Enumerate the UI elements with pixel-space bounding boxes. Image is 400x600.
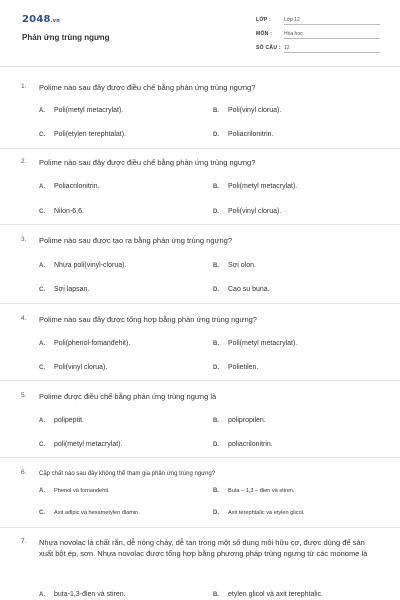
- meta-subject-label: MÔN :: [256, 31, 273, 37]
- option-letter: A.: [39, 184, 45, 190]
- option-letter: D.: [213, 287, 219, 293]
- question-number: 3.: [21, 236, 27, 243]
- site-logo[interactable]: [22, 14, 60, 25]
- question-separator: [0, 457, 400, 458]
- meta-class-value: Lớp 12: [284, 17, 380, 25]
- question-number: 1.: [21, 83, 27, 90]
- option-a[interactable]: [39, 107, 123, 114]
- option-text: Poli(metyl metacrylat).: [54, 107, 124, 114]
- question-text: Cặp chất nào sau đây không thể tham gia phản ứng trùng ngưng?: [39, 471, 216, 477]
- option-text: Poli(metyl metacrylat).: [228, 340, 298, 347]
- option-b[interactable]: [213, 417, 266, 424]
- option-b[interactable]: [213, 591, 323, 598]
- question-separator: [0, 380, 400, 381]
- question-number: 2.: [21, 158, 27, 165]
- meta-class: [256, 17, 300, 23]
- option-text: Poli(vinyl clorua).: [228, 107, 282, 114]
- meta-class-label: LỚP :: [256, 17, 272, 23]
- option-a[interactable]: [39, 183, 100, 190]
- question-separator: [0, 527, 400, 528]
- question-number: 5.: [21, 392, 27, 399]
- question-separator: [0, 303, 400, 304]
- option-a[interactable]: [39, 340, 130, 347]
- question-text: Polime nào sau đây được điều chế bằng phản ứng trùng ngưng?: [39, 158, 256, 167]
- option-b[interactable]: [213, 262, 256, 269]
- option-text: Sợi olon.: [228, 262, 256, 269]
- option-text: poliacrilonitrin.: [228, 441, 273, 448]
- option-text: polipropilen.: [228, 417, 266, 424]
- option-text: poli(metyl metacrylat).: [54, 441, 123, 448]
- option-text: Cao su buna.: [228, 286, 270, 293]
- option-letter: D.: [213, 365, 219, 371]
- option-text: etylen glicol và axit terephtalic.: [228, 591, 323, 598]
- option-text: Buta – 1,3 – đien và stiren.: [228, 488, 295, 494]
- option-b[interactable]: [213, 488, 295, 494]
- logo-main: 2048: [22, 14, 51, 25]
- question-text: Polime nào sau đây được điều chế bằng phản ứng trùng ngưng?: [39, 83, 256, 92]
- option-letter: B.: [213, 341, 219, 347]
- option-text: buta-1,3-đien và stiren.: [54, 591, 126, 598]
- option-letter: B.: [213, 184, 219, 190]
- option-letter: A.: [39, 108, 45, 114]
- option-text: Nilon-6,6.: [54, 208, 84, 215]
- question-number: 6.: [21, 469, 27, 476]
- option-d[interactable]: [213, 510, 305, 516]
- question-separator: [0, 224, 400, 225]
- option-letter: A.: [39, 488, 45, 494]
- option-d[interactable]: [213, 286, 270, 293]
- option-c[interactable]: [39, 510, 140, 516]
- option-text: Axit terephtalic và etylen glicol.: [228, 510, 305, 516]
- option-a[interactable]: [39, 262, 126, 269]
- logo-suffix: .vn: [50, 18, 60, 24]
- option-text: Poli(phenol-fomanđehit).: [54, 340, 131, 347]
- option-c[interactable]: [39, 286, 89, 293]
- question-text: Nhựa novolac là chất rắn, dễ nóng chảy, dễ tan trong một số dung môi hữu cơ, được dùng để sản xuất bột ép, sơn. Nhựa novolac được tổng hợp bằng phương pháp trùng ngưng từ các monome là: [39, 538, 368, 558]
- option-text: Poliacrilonitrin.: [54, 183, 100, 190]
- option-a[interactable]: [39, 417, 84, 424]
- question-text: Polime nào sau được tạo ra bằng phản ứng trùng ngưng?: [39, 236, 233, 245]
- option-letter: D.: [213, 209, 219, 215]
- option-d[interactable]: [213, 131, 274, 138]
- option-text: Axit ađipic và hexametylen điamin.: [54, 510, 140, 516]
- option-letter: D.: [213, 132, 219, 138]
- question-number: 4.: [21, 315, 27, 322]
- option-text: Poli(etylen terephtalat).: [54, 131, 126, 138]
- question-text: Polime nào sau đây được tổng hợp bằng phản ứng trùng ngưng?: [39, 315, 257, 324]
- option-letter: C.: [39, 209, 45, 215]
- option-letter: A.: [39, 341, 45, 347]
- option-text: Poli(metyl metacrylat).: [228, 183, 298, 190]
- option-text: Phenol và fomanđehit.: [54, 488, 110, 494]
- option-letter: A.: [39, 263, 45, 269]
- option-b[interactable]: [213, 183, 297, 190]
- option-text: Poli(vinyl clorua).: [228, 208, 282, 215]
- option-text: Poliacrilonitrin.: [228, 131, 274, 138]
- option-d[interactable]: [213, 208, 281, 215]
- option-text: Nhựa poli(vinyl-clorua).: [54, 262, 127, 269]
- option-letter: C.: [39, 510, 45, 516]
- option-letter: B.: [213, 108, 219, 114]
- option-a[interactable]: [39, 591, 126, 598]
- option-text: Poli(vinyl clorua).: [54, 364, 108, 371]
- option-letter: B.: [213, 488, 219, 494]
- option-d[interactable]: [213, 441, 273, 448]
- option-b[interactable]: [213, 107, 281, 114]
- option-letter: B.: [213, 592, 219, 598]
- option-letter: A.: [39, 592, 45, 598]
- option-c[interactable]: [39, 208, 84, 215]
- topic-title: Phản ứng trùng ngưng: [22, 33, 110, 42]
- meta-count: [256, 45, 290, 51]
- option-text: Polietilen.: [228, 364, 259, 371]
- option-c[interactable]: [39, 441, 122, 448]
- option-letter: B.: [213, 418, 219, 424]
- option-letter: B.: [213, 263, 219, 269]
- option-c[interactable]: [39, 364, 107, 371]
- option-letter: D.: [213, 510, 219, 516]
- meta-count-value: 12: [284, 45, 380, 53]
- page-header: [0, 0, 400, 68]
- option-letter: D.: [213, 442, 219, 448]
- option-a[interactable]: [39, 488, 110, 494]
- option-b[interactable]: [213, 340, 297, 347]
- option-letter: A.: [39, 418, 45, 424]
- header-divider: [0, 66, 400, 67]
- meta-subject-value: Hóa học: [284, 31, 380, 39]
- option-text: polipeptit.: [54, 417, 84, 424]
- option-d[interactable]: [213, 364, 258, 371]
- question-number: 7.: [21, 538, 27, 545]
- option-letter: C.: [39, 442, 45, 448]
- option-text: Sợi lapsan.: [54, 286, 90, 293]
- meta-count-label: SỐ CÂU :: [256, 45, 281, 51]
- option-letter: C.: [39, 365, 45, 371]
- option-letter: C.: [39, 132, 45, 138]
- option-letter: C.: [39, 287, 45, 293]
- option-c[interactable]: [39, 131, 126, 138]
- meta-subject: [256, 31, 303, 37]
- question-separator: [0, 148, 400, 149]
- question-text: Polime được điều chế bằng phản ứng trùng ngưng là: [39, 392, 217, 401]
